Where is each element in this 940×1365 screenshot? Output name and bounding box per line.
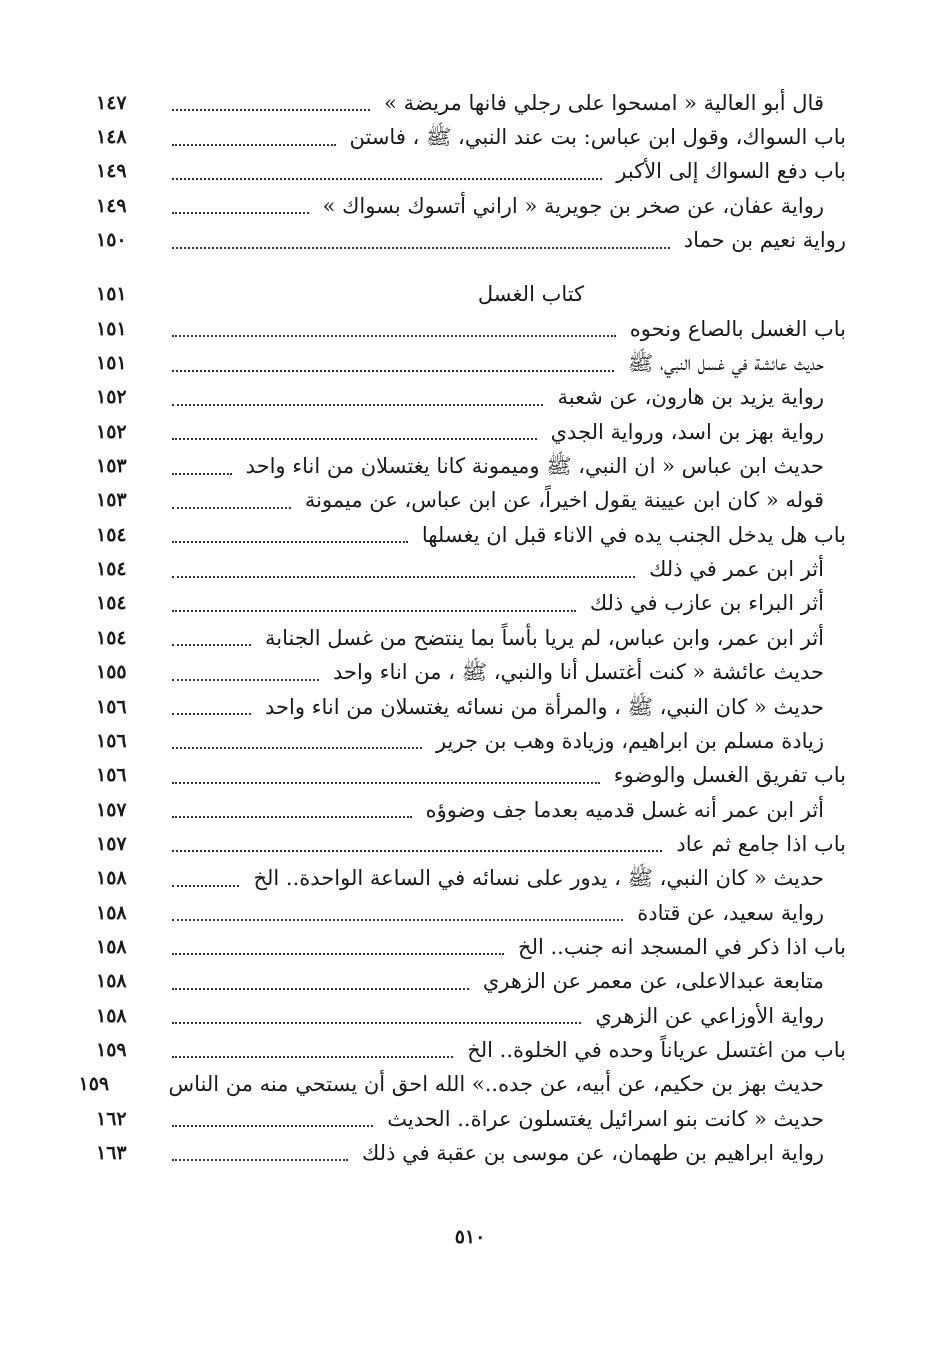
toc-entry-title: حديث عائشة « كنت أغتسل أنا والنبي، ﷺ ، من اناء واحد bbox=[333, 660, 824, 685]
toc-entry bbox=[96, 862, 846, 896]
toc-entry bbox=[96, 587, 846, 621]
toc-entry-page: ١٥٤ bbox=[96, 523, 127, 546]
toc-entry bbox=[78, 1068, 846, 1102]
toc-entry-title: رواية نعيم بن حماد bbox=[683, 228, 846, 253]
dot-leader bbox=[172, 988, 469, 990]
toc-entry bbox=[96, 155, 846, 189]
toc-entry-title: باب من اغتسل عرياناً وحده في الخلوة.. الخ bbox=[467, 1037, 846, 1062]
section-heading-title: كتاب الغسل bbox=[477, 282, 585, 307]
dot-leader bbox=[172, 1022, 581, 1024]
table-of-contents bbox=[78, 86, 846, 1171]
toc-entry-page: ١٥٨ bbox=[96, 935, 127, 958]
page-number: ٥١٠ bbox=[454, 1226, 486, 1248]
toc-entry bbox=[96, 189, 846, 223]
toc-entry-page: ١٥٨ bbox=[96, 901, 127, 924]
toc-entry bbox=[96, 621, 846, 655]
toc-entry-title: حديث ابن عباس « ان النبي، ﷺ وميمونة كانا يغتسلان من اناء واحد bbox=[245, 454, 824, 479]
toc-entry-title: باب تفريق الغسل والوضوء bbox=[613, 763, 846, 788]
toc-entry-title: قال أبو العالية « امسحوا على رجلي فانها مريضة » bbox=[384, 90, 824, 115]
toc-entry bbox=[96, 552, 846, 586]
toc-entry bbox=[96, 965, 846, 999]
dot-leader bbox=[172, 541, 408, 543]
toc-entry-page: ١٥٩ bbox=[78, 1073, 110, 1096]
toc-entry-page: ١٥١ bbox=[96, 352, 127, 375]
toc-entry bbox=[96, 120, 846, 154]
toc-entry-page: ١٥٩ bbox=[96, 1038, 127, 1061]
toc-entry-page: ١٥٧ bbox=[96, 798, 127, 821]
dot-leader bbox=[172, 212, 309, 214]
toc-entry bbox=[96, 896, 846, 930]
toc-entry bbox=[96, 1102, 846, 1136]
toc-entry-title: أثر ابن عمر، وابن عباس، لم يريا بأساً بما ينتضح من غسل الجنابة bbox=[265, 625, 824, 650]
toc-entry-page: ١٥٣ bbox=[96, 455, 127, 478]
toc-entry bbox=[96, 724, 846, 758]
toc-entry-page: ١٥٣ bbox=[96, 489, 127, 512]
dot-leader bbox=[172, 370, 614, 372]
toc-entry-page: ١٥٦ bbox=[96, 764, 127, 787]
dot-leader bbox=[172, 109, 370, 111]
toc-entry bbox=[96, 449, 846, 483]
dot-leader bbox=[172, 507, 291, 509]
toc-entry bbox=[96, 518, 846, 552]
toc-entry-title: رواية عفان، عن صخر بن جويرية « اراني أتسوك بسواك » bbox=[322, 193, 824, 218]
toc-entry bbox=[96, 690, 846, 724]
dot-leader bbox=[172, 782, 600, 784]
toc-entry-page: ١٥٢ bbox=[96, 386, 127, 409]
dot-leader bbox=[172, 610, 576, 612]
toc-entry bbox=[96, 381, 846, 415]
toc-entry-page: ١٥٨ bbox=[96, 970, 127, 993]
toc-entry-page: ١٤٨ bbox=[96, 126, 127, 149]
toc-entry bbox=[96, 656, 846, 690]
toc-entry-title: أثر البراء بن عازب في ذلك bbox=[589, 591, 824, 616]
dot-leader bbox=[172, 816, 412, 818]
toc-entry-title: رواية الأوزاعي عن الزهري bbox=[595, 1003, 824, 1028]
dot-leader bbox=[172, 850, 662, 852]
toc-entry bbox=[96, 484, 846, 518]
dot-leader bbox=[172, 1159, 348, 1161]
section-gap bbox=[96, 258, 846, 278]
toc-entry-page: ١٦٣ bbox=[96, 1141, 127, 1164]
toc-entry-page: ١٥٦ bbox=[96, 695, 127, 718]
toc-entry-page: ١٥٤ bbox=[96, 592, 127, 615]
toc-entry-title: باب اذا ذكر في المسجد انه جنب.. الخ bbox=[518, 934, 846, 959]
toc-entry bbox=[96, 999, 846, 1033]
toc-entry-page: ١٦٢ bbox=[96, 1107, 127, 1130]
section-heading-page: ١٥١ bbox=[96, 283, 127, 306]
dot-leader bbox=[172, 1125, 373, 1127]
dot-leader bbox=[172, 247, 670, 249]
dot-leader bbox=[172, 178, 602, 180]
toc-entry bbox=[96, 759, 846, 793]
toc-entry-page: ١٥٧ bbox=[96, 832, 127, 855]
toc-entry-page: ١٥٤ bbox=[96, 626, 127, 649]
toc-group-ghusl bbox=[78, 312, 846, 1171]
toc-entry-title: أثر ابن عمر في ذلك bbox=[649, 557, 824, 582]
dot-leader bbox=[172, 144, 336, 146]
toc-entry-page: ١٥٠ bbox=[96, 229, 127, 252]
toc-entry-title: قوله « كان ابن عيينة يقول اخيراً، عن ابن عباس، عن ميمونة bbox=[304, 488, 824, 513]
dot-leader bbox=[172, 953, 504, 955]
toc-entry bbox=[96, 1136, 846, 1170]
toc-entry-title: باب دفع السواك إلى الأكبر bbox=[616, 159, 846, 184]
dot-leader bbox=[172, 679, 319, 681]
dot-leader bbox=[172, 438, 537, 440]
dot-leader bbox=[172, 404, 543, 406]
toc-entry-title: متابعة عبدالاعلى، عن معمر عن الزهري bbox=[482, 969, 824, 994]
toc-entry-page: ١٥٢ bbox=[96, 420, 127, 443]
dot-leader bbox=[172, 747, 422, 749]
toc-entry bbox=[96, 312, 846, 346]
toc-entry-page: ١٥٨ bbox=[96, 1004, 127, 1027]
toc-entry-title: رواية سعيد، عن قتادة bbox=[637, 900, 824, 925]
toc-entry-title: حديث بهز بن حكيم، عن أبيه، عن جده..» الله احق أن يستحي منه من الناس bbox=[168, 1072, 824, 1097]
toc-entry-page: ١٤٩ bbox=[96, 160, 127, 183]
toc-entry bbox=[96, 86, 846, 120]
toc-entry bbox=[96, 1033, 846, 1067]
toc-entry bbox=[96, 793, 846, 827]
toc-entry-title: حديث « كانت بنو اسرائيل يغتسلون عراة.. الحديث bbox=[387, 1106, 824, 1131]
toc-entry-page: ١٤٧ bbox=[96, 91, 127, 114]
toc-entry-page: ١٥١ bbox=[96, 317, 127, 340]
toc-entry-page: ١٥٨ bbox=[96, 867, 127, 890]
toc-entry-page: ١٤٩ bbox=[96, 194, 127, 217]
toc-entry-title: حديث « كان النبي، ﷺ ، يدور على نسائه في الساعة الواحدة.. الخ bbox=[253, 866, 824, 891]
toc-entry-title: رواية ابراهيم بن طهمان، عن موسى بن عقبة في ذلك bbox=[361, 1140, 824, 1165]
toc-entry-page: ١٥٥ bbox=[96, 661, 127, 684]
toc-group-siwak bbox=[96, 86, 846, 258]
toc-entry-title: باب هل يدخل الجنب يده في الاناء قبل ان يغسلها bbox=[421, 522, 846, 547]
toc-entry bbox=[96, 415, 846, 449]
toc-entry bbox=[96, 346, 846, 380]
toc-entry-title: رواية بهز بن اسد، ورواية الجدي bbox=[550, 419, 824, 444]
toc-entry-title: حديث « كان النبي، ﷺ ، والمرأة من نسائه يغتسلان من اناء واحد bbox=[265, 694, 824, 719]
dot-leader bbox=[172, 335, 616, 337]
section-heading bbox=[96, 278, 846, 312]
toc-entry-title: باب السواك، وقول ابن عباس: بت عند النبي، ﷺ ، فاستن bbox=[349, 125, 846, 150]
dot-leader bbox=[172, 576, 635, 578]
dot-leader bbox=[172, 885, 239, 887]
toc-entry-title: باب اذا جامع ثم عاد bbox=[676, 831, 846, 856]
dot-leader bbox=[172, 919, 623, 921]
toc-entry bbox=[96, 827, 846, 861]
toc-entry-page: ١٥٤ bbox=[96, 558, 127, 581]
dot-leader bbox=[172, 644, 251, 646]
dot-leader bbox=[172, 473, 232, 475]
toc-entry-title: حديث عائشة في غسل النبي، ﷺ bbox=[627, 351, 824, 376]
toc-entry-page: ١٥٦ bbox=[96, 729, 127, 752]
toc-entry bbox=[96, 930, 846, 964]
dot-leader bbox=[172, 1056, 453, 1058]
toc-entry-title: رواية يزيد بن هارون، عن شعبة bbox=[557, 385, 824, 410]
toc-entry-title: باب الغسل بالصاع ونحوه bbox=[629, 316, 846, 341]
toc-entry-title: أثر ابن عمر أنه غسل قدميه بعدما جف وضوؤه bbox=[425, 797, 824, 822]
toc-entry bbox=[96, 223, 846, 257]
toc-entry-title: زيادة مسلم بن ابراهيم، وزيادة وهب بن جرير bbox=[435, 728, 824, 753]
dot-leader bbox=[172, 713, 251, 715]
